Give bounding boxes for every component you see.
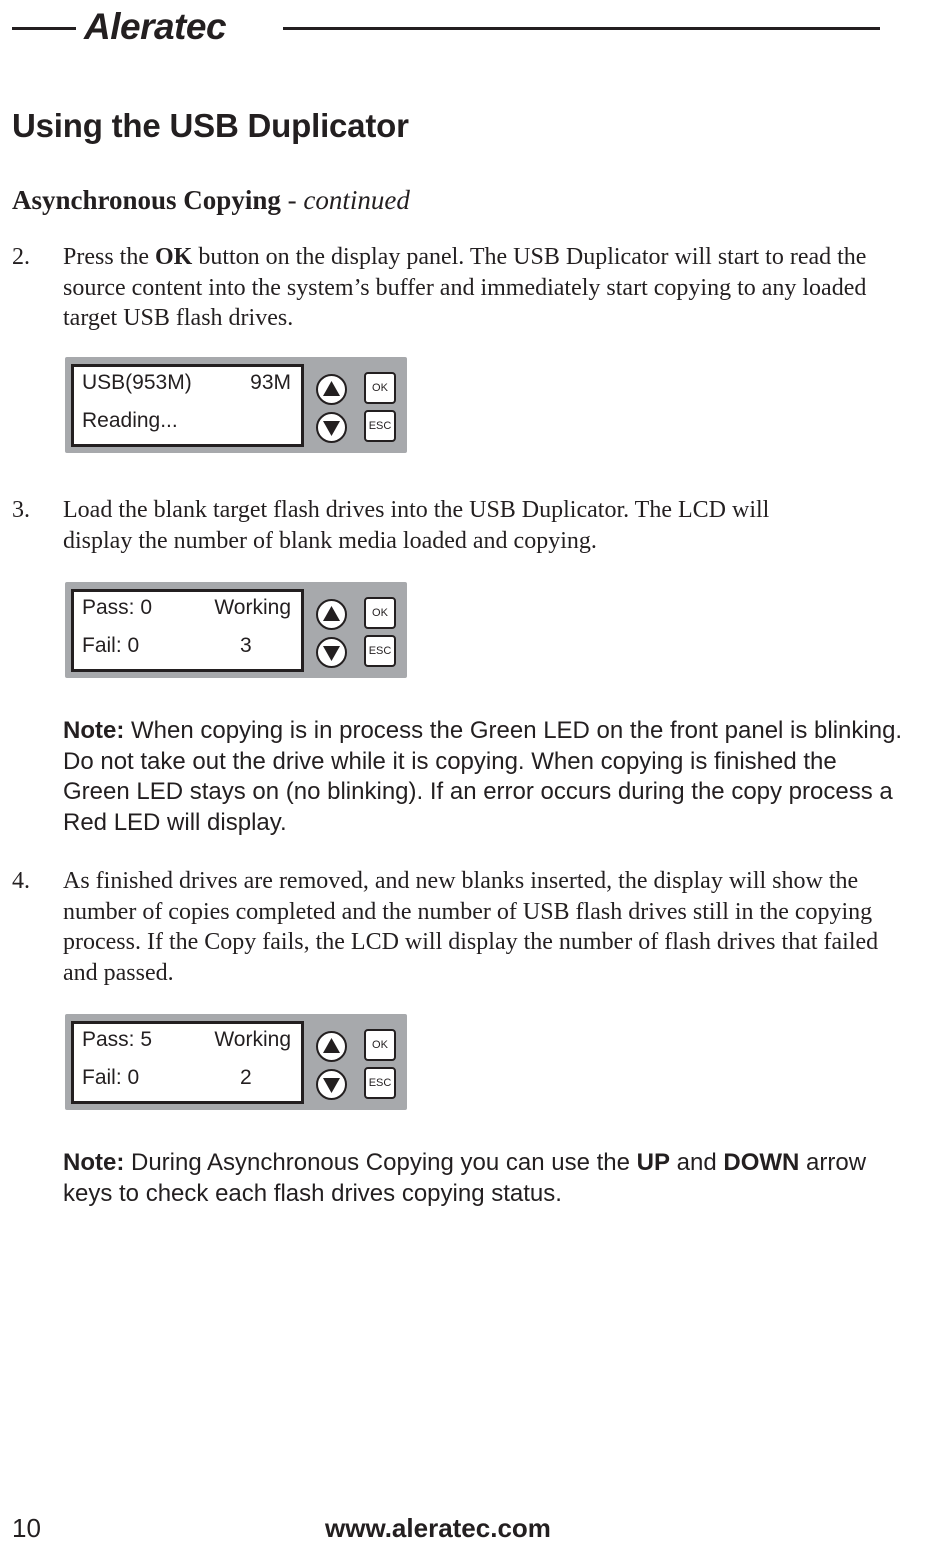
triangle-up-icon <box>318 376 345 403</box>
lcd-panel <box>65 357 407 453</box>
website-link[interactable]: www.aleratec.com <box>325 1513 551 1543</box>
lcd-line2-right: 3 <box>240 634 252 657</box>
note-text: During Asynchronous Copying you can use the <box>124 1149 637 1176</box>
esc-button[interactable]: ESC <box>364 410 396 442</box>
down-arrow-button[interactable] <box>316 637 347 668</box>
step-number: 2. <box>12 244 30 270</box>
page-number: 10 <box>12 1513 41 1543</box>
lcd-line1-right: Working <box>214 1028 291 1051</box>
note-text: When copying is in process the Green LED on the front panel is blinking. Do not take out the drive while it is copying. When copying is finished the Green LED stays on (no blinking). If an error occurs during the copy process a Red LED will display. <box>63 717 903 836</box>
triangle-down-icon <box>318 639 345 666</box>
lcd-panel <box>65 582 407 678</box>
lcd-screen <box>71 589 304 672</box>
header-rule-right <box>283 27 880 30</box>
down-arrow-button[interactable] <box>316 1069 347 1100</box>
step-number: 4. <box>12 868 30 894</box>
note-label: Note: <box>63 717 125 744</box>
up-arrow-button[interactable] <box>316 1031 347 1062</box>
note-text: arrow keys to check each flash drives copying status. <box>63 1149 867 1207</box>
step-text-bold: OK <box>155 244 193 270</box>
lcd-panel <box>65 1014 407 1110</box>
lcd-screen <box>71 1021 304 1104</box>
step-text <box>63 242 893 334</box>
lcd-line1-left: USB(953M) <box>82 371 192 394</box>
lcd-line2-right: 2 <box>240 1066 252 1089</box>
lcd-line2-left: Fail: 0 <box>82 634 140 657</box>
note-text: and <box>669 1149 724 1176</box>
page-title: Using the USB Duplicator <box>12 107 409 144</box>
lcd-line2-left: Reading... <box>82 409 178 432</box>
esc-button[interactable]: ESC <box>364 1067 396 1099</box>
note <box>63 716 903 838</box>
lcd-line1-right: Working <box>214 596 291 619</box>
lcd-line1-left: Pass: 5 <box>82 1028 153 1051</box>
ok-button[interactable]: OK <box>364 597 396 629</box>
triangle-up-icon <box>318 1033 345 1060</box>
section-title-main: Asynchronous Copying <box>12 185 281 215</box>
section-title <box>12 183 410 217</box>
ok-button[interactable]: OK <box>364 1029 396 1061</box>
note-key-down: DOWN <box>723 1149 800 1176</box>
up-arrow-button[interactable] <box>316 374 347 405</box>
note-label: Note: <box>63 1149 125 1176</box>
note <box>63 1148 903 1209</box>
step-text-part: button on the display panel. The USB Duplicator will start to read the source content into the system’s buffer and immediately start copying to any loaded target USB flash drives. <box>63 244 867 331</box>
lcd-screen <box>71 364 304 447</box>
header-rule-left <box>12 27 76 30</box>
note-key-up: UP <box>636 1149 670 1176</box>
brand-logo: Aleratec <box>84 6 227 47</box>
step-text: As finished drives are removed, and new blanks inserted, the display will show the number of copies completed and the number of USB flash drives still in the copying process. If the Copy fails, the LCD will display the number of flash drives that failed and passed. <box>63 868 879 986</box>
section-title-subtitle: continued <box>303 185 410 215</box>
triangle-down-icon <box>318 1071 345 1098</box>
section-title-separator: - <box>280 185 304 215</box>
lcd-line2-left: Fail: 0 <box>82 1066 140 1089</box>
step-text-part: Press the <box>63 244 155 270</box>
ok-button[interactable]: OK <box>364 372 396 404</box>
lcd-line1-left: Pass: 0 <box>82 596 153 619</box>
up-arrow-button[interactable] <box>316 599 347 630</box>
step-text: Load the blank target flash drives into the USB Duplicator. The LCD will display the number of blank media loaded and copying. <box>63 497 770 554</box>
triangle-up-icon <box>318 601 345 628</box>
triangle-down-icon <box>318 414 345 441</box>
down-arrow-button[interactable] <box>316 412 347 443</box>
esc-button[interactable]: ESC <box>364 635 396 667</box>
step-number: 3. <box>12 497 30 523</box>
lcd-line1-right: 93M <box>250 371 291 394</box>
